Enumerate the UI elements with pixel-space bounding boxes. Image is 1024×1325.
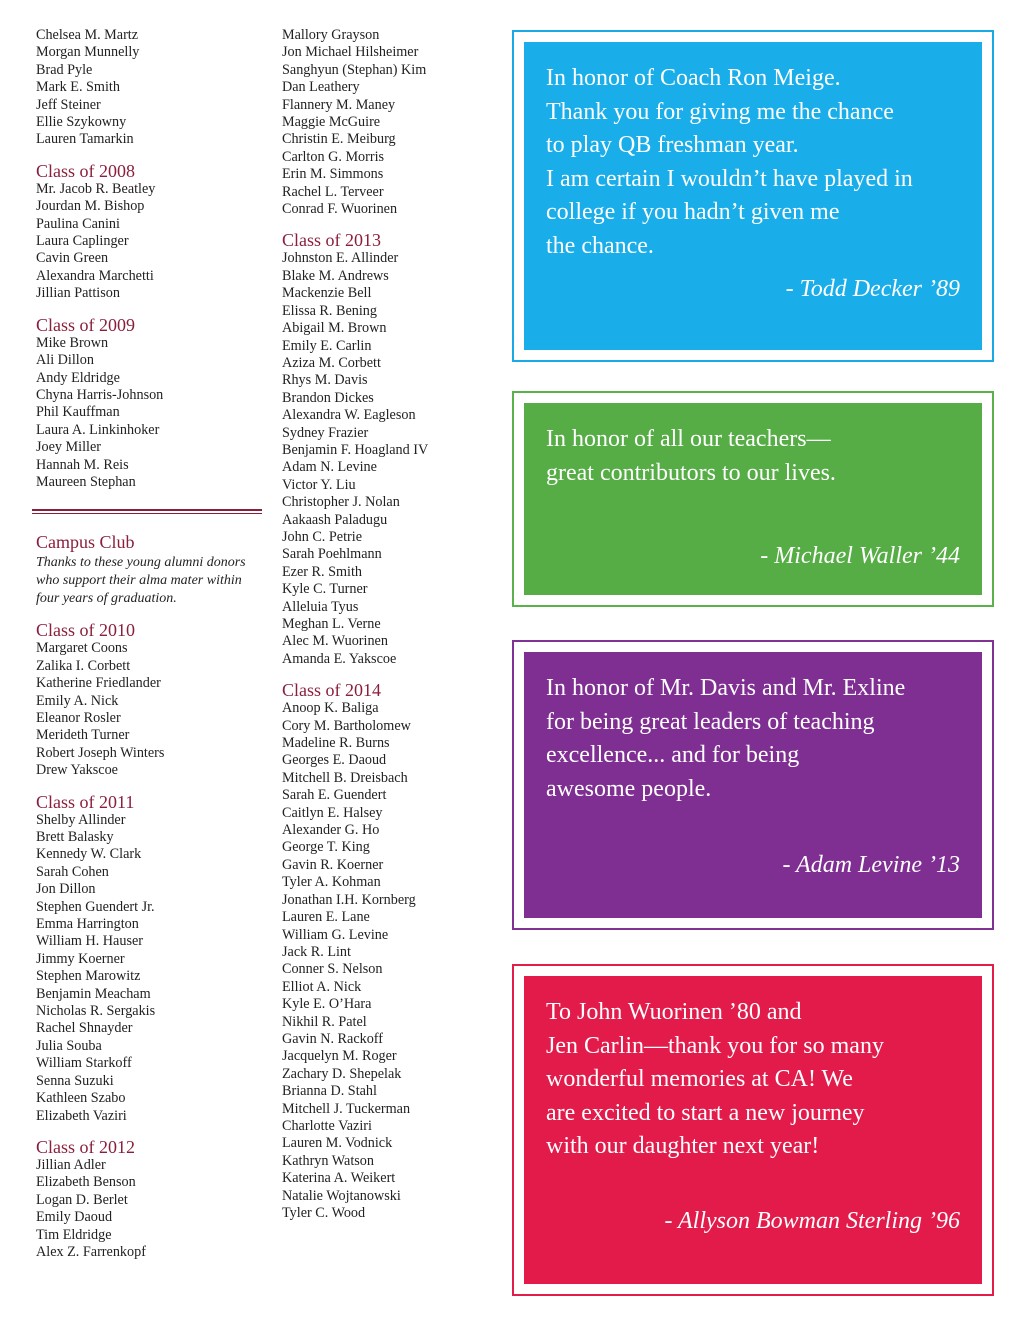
- names-continued: [282, 27, 492, 218]
- donor-name: Emily Daoud: [36, 1209, 113, 1226]
- class-2014-section: [282, 680, 492, 1222]
- donor-name: Conrad F. Wuorinen: [282, 201, 398, 218]
- class-2008-section: [36, 161, 266, 303]
- tribute-card-decker: [512, 30, 994, 362]
- donor-name: Jacquelyn M. Roger: [282, 1048, 397, 1065]
- donor-name: Alex Z. Farrenkopf: [36, 1243, 146, 1260]
- donor-name: Brad Pyle: [36, 61, 93, 78]
- donor-name: Johnston E. Allinder: [282, 250, 399, 267]
- donor-name: Natalie Wojtanowski: [282, 1187, 401, 1204]
- donor-name: Dan Leathery: [282, 79, 360, 96]
- donor-name: Mitchell J. Tuckerman: [282, 1100, 411, 1117]
- donor-name: Drew Yakscoe: [36, 762, 118, 779]
- donor-name: Aakaash Paladugu: [282, 511, 388, 528]
- name-list: [36, 335, 266, 492]
- donor-name: Kathryn Watson: [282, 1152, 374, 1169]
- donor-name: Eleanor Rosler: [36, 709, 121, 726]
- donor-name: Gavin R. Koerner: [282, 856, 384, 873]
- donor-name: Erin M. Simmons: [282, 166, 384, 183]
- donor-name: Stephen Marowitz: [36, 968, 141, 985]
- donor-name: Lauren E. Lane: [282, 909, 370, 926]
- class-heading: Class of 2008: [36, 160, 135, 181]
- class-2010-section: [36, 620, 266, 779]
- donor-name: Alexander G. Ho: [282, 822, 380, 839]
- donor-name: Laura A. Linkinhoker: [36, 421, 160, 438]
- donor-name: Chyna Harris-Johnson: [36, 386, 164, 403]
- donor-name: Tim Eldridge: [36, 1226, 112, 1243]
- donor-name: Sarah Cohen: [36, 863, 109, 880]
- name-list: [282, 700, 492, 1222]
- donor-name: Amanda E. Yakscoe: [282, 650, 397, 667]
- tribute-box: [524, 976, 982, 1284]
- donor-name: Gavin N. Rackoff: [282, 1030, 383, 1047]
- donor-name: Mitchell B. Dreisbach: [282, 769, 408, 786]
- donor-name: Aziza M. Corbett: [282, 354, 381, 371]
- donor-name: Kyle C. Turner: [282, 581, 368, 598]
- donor-name: Logan D. Berlet: [36, 1191, 128, 1208]
- donor-name: Emma Harrington: [36, 916, 139, 933]
- tribute-card-waller: [512, 391, 994, 607]
- tribute-signature: - Todd Decker ’89: [785, 276, 960, 302]
- donor-name: Sanghyun (Stephan) Kim: [282, 61, 427, 78]
- donor-name: Mr. Jacob R. Beatley: [36, 180, 156, 197]
- tribute-text: To John Wuorinen ’80 and Jen Carlin—thank you for so many wonderful memories at CA! We are excited to start a new journey with our daughter next year!: [546, 999, 884, 1159]
- donor-name: Merideth Turner: [36, 727, 130, 744]
- donor-name: Sarah Poehlmann: [282, 546, 382, 563]
- donor-name: George T. King: [282, 839, 370, 856]
- donor-name: Abigail M. Brown: [282, 320, 387, 337]
- name-list: [36, 27, 266, 149]
- tribute-card-levine: [512, 640, 994, 930]
- donor-name: Flannery M. Maney: [282, 96, 396, 113]
- donor-name: Paulina Canini: [36, 215, 120, 232]
- donor-name: Ali Dillon: [36, 352, 94, 369]
- tribute-text: In honor of all our teachers— great contributors to our lives.: [546, 426, 836, 486]
- donor-name: Nikhil R. Patel: [282, 1013, 367, 1030]
- donor-name: Stephen Guendert Jr.: [36, 898, 155, 915]
- donor-name: Rachel L. Terveer: [282, 183, 384, 200]
- donor-name: Jimmy Koerner: [36, 950, 125, 967]
- name-list: [36, 812, 266, 1125]
- class-heading: Class of 2010: [36, 620, 135, 641]
- donor-name: Benjamin Meacham: [36, 985, 151, 1002]
- donor-name: William G. Levine: [282, 926, 389, 943]
- donor-name: Margaret Coons: [36, 640, 128, 657]
- donor-name: Kathleen Szabo: [36, 1090, 126, 1107]
- campus-club-section: [36, 532, 266, 608]
- tribute-text: In honor of Coach Ron Meige. Thank you for giving me the chance to play QB freshman year. I am certain I wouldn’t have played in college if you hadn’t given me the chance.: [546, 65, 913, 259]
- donor-name: Rhys M. Davis: [282, 372, 368, 389]
- donor-name: Julia Souba: [36, 1037, 102, 1054]
- tribute-text: In honor of Mr. Davis and Mr. Exline for being great leaders of teaching excellence... and for being awesome people.: [546, 675, 906, 802]
- donor-column-middle: [282, 27, 492, 1222]
- donor-name: Andy Eldridge: [36, 369, 120, 386]
- donor-name: Alexandra W. Eagleson: [282, 407, 416, 424]
- name-list: [282, 250, 492, 668]
- donor-name: Morgan Munnelly: [36, 44, 140, 61]
- donor-name: Kennedy W. Clark: [36, 846, 142, 863]
- donor-name: Elizabeth Benson: [36, 1174, 136, 1191]
- donor-name: Madeline R. Burns: [282, 735, 390, 752]
- donor-name: Jon Michael Hilsheimer: [282, 44, 419, 61]
- class-2013-section: [282, 230, 492, 668]
- donor-name: Zalika I. Corbett: [36, 657, 131, 674]
- tribute-signature: - Allyson Bowman Sterling ’96: [664, 1208, 960, 1234]
- donor-name: William Starkoff: [36, 1055, 132, 1072]
- donor-name: Elissa R. Bening: [282, 302, 377, 319]
- class-2012-section: [36, 1137, 266, 1261]
- donor-name: Benjamin F. Hoagland IV: [282, 441, 429, 458]
- donor-name: Conner S. Nelson: [282, 961, 383, 978]
- name-list: [36, 1157, 266, 1261]
- donor-name: Senna Suzuki: [36, 1072, 114, 1089]
- donor-name: Jourdan M. Bishop: [36, 198, 145, 215]
- section-divider: [32, 509, 262, 514]
- donor-name: Maggie McGuire: [282, 114, 381, 131]
- donor-name: Nicholas R. Sergakis: [36, 1003, 156, 1020]
- donor-name: Cory M. Bartholomew: [282, 717, 411, 734]
- tribute-card-sterling: [512, 964, 994, 1296]
- name-list: [36, 181, 266, 303]
- donor-name: Elizabeth Vaziri: [36, 1107, 127, 1124]
- class-heading: Class of 2011: [36, 791, 135, 812]
- donor-name: Jon Dillon: [36, 881, 96, 898]
- donor-name: Shelby Allinder: [36, 811, 126, 828]
- donor-name: Jack R. Lint: [282, 943, 351, 960]
- donor-name: Jeff Steiner: [36, 96, 101, 113]
- donor-name: Emily A. Nick: [36, 692, 119, 709]
- class-2011-section: [36, 792, 266, 1125]
- donor-name: Brianna D. Stahl: [282, 1083, 377, 1100]
- donor-name: Lauren Tamarkin: [36, 131, 134, 148]
- donor-name: William H. Hauser: [36, 933, 143, 950]
- donor-name: Victor Y. Liu: [282, 476, 356, 493]
- donor-name: Jillian Adler: [36, 1156, 106, 1173]
- donor-name: Robert Joseph Winters: [36, 744, 165, 761]
- tribute-box: [524, 652, 982, 918]
- tribute-box: [524, 42, 982, 350]
- donor-name: Katherine Friedlander: [36, 675, 161, 692]
- donor-name: Jillian Pattison: [36, 285, 120, 302]
- donor-name: Sarah E. Guendert: [282, 787, 387, 804]
- donor-name: Cavin Green: [36, 250, 109, 267]
- donor-name: Ellie Szykowny: [36, 114, 127, 131]
- donor-column-left: [36, 27, 266, 1261]
- tribute-signature: - Adam Levine ’13: [782, 852, 960, 878]
- donor-name: Elliot A. Nick: [282, 978, 362, 995]
- donor-name: Jonathan I.H. Kornberg: [282, 891, 416, 908]
- tribute-box: [524, 403, 982, 595]
- name-list: [36, 640, 266, 779]
- class-2009-section: [36, 315, 266, 492]
- donor-name: Tyler A. Kohman: [282, 874, 381, 891]
- names-continued: [36, 27, 266, 149]
- donor-name: Alleluia Tyus: [282, 598, 359, 615]
- tribute-signature: - Michael Waller ’44: [760, 543, 960, 569]
- donor-name: Charlotte Vaziri: [282, 1117, 372, 1134]
- donor-name: Lauren M. Vodnick: [282, 1135, 393, 1152]
- donor-name: Caitlyn E. Halsey: [282, 804, 383, 821]
- donor-name: Christin E. Meiburg: [282, 131, 396, 148]
- donor-name: Mallory Grayson: [282, 27, 380, 43]
- donor-name: Joey Miller: [36, 439, 102, 456]
- donor-name: Emily E. Carlin: [282, 337, 372, 354]
- donor-name: Zachary D. Shepelak: [282, 1065, 402, 1082]
- donor-name: Maureen Stephan: [36, 473, 136, 490]
- name-list: [282, 27, 492, 218]
- campus-club-heading: Campus Club: [36, 532, 135, 553]
- donor-name: Tyler C. Wood: [282, 1205, 366, 1221]
- donor-name: Kyle E. O’Hara: [282, 996, 372, 1013]
- donor-name: Hannah M. Reis: [36, 456, 129, 473]
- class-heading: Class of 2009: [36, 314, 135, 335]
- donor-name: Georges E. Daoud: [282, 752, 387, 769]
- donor-name: Meghan L. Verne: [282, 616, 381, 632]
- donor-name: Phil Kauffman: [36, 404, 120, 421]
- donor-name: Chelsea M. Martz: [36, 27, 139, 43]
- donor-name: Blake M. Andrews: [282, 267, 389, 284]
- donor-name: Christopher J. Nolan: [282, 494, 400, 511]
- donor-name: Alexandra Marchetti: [36, 267, 154, 284]
- donor-name: Brandon Dickes: [282, 389, 374, 406]
- donor-name: Sydney Frazier: [282, 424, 369, 441]
- donor-name: Mackenzie Bell: [282, 285, 372, 302]
- class-heading: Class of 2012: [36, 1136, 135, 1157]
- class-heading: Class of 2013: [282, 230, 381, 251]
- donor-name: John C. Petrie: [282, 528, 362, 545]
- donor-name: Ezer R. Smith: [282, 563, 362, 580]
- class-heading: Class of 2014: [282, 680, 381, 701]
- donor-name: Laura Caplinger: [36, 233, 129, 250]
- campus-club-description: Thanks to these young alumni donors who support their alma mater within four years of graduation.: [36, 555, 246, 607]
- donor-name: Alec M. Wuorinen: [282, 633, 388, 650]
- donor-name: Mark E. Smith: [36, 79, 120, 96]
- donor-name: Carlton G. Morris: [282, 148, 385, 165]
- donor-name: Katerina A. Weikert: [282, 1170, 396, 1187]
- donor-name: Mike Brown: [36, 334, 109, 351]
- donor-name: Rachel Shnayder: [36, 1020, 133, 1037]
- donor-name: Adam N. Levine: [282, 459, 377, 476]
- donor-name: Brett Balasky: [36, 829, 114, 845]
- donor-name: Anoop K. Baliga: [282, 700, 379, 717]
